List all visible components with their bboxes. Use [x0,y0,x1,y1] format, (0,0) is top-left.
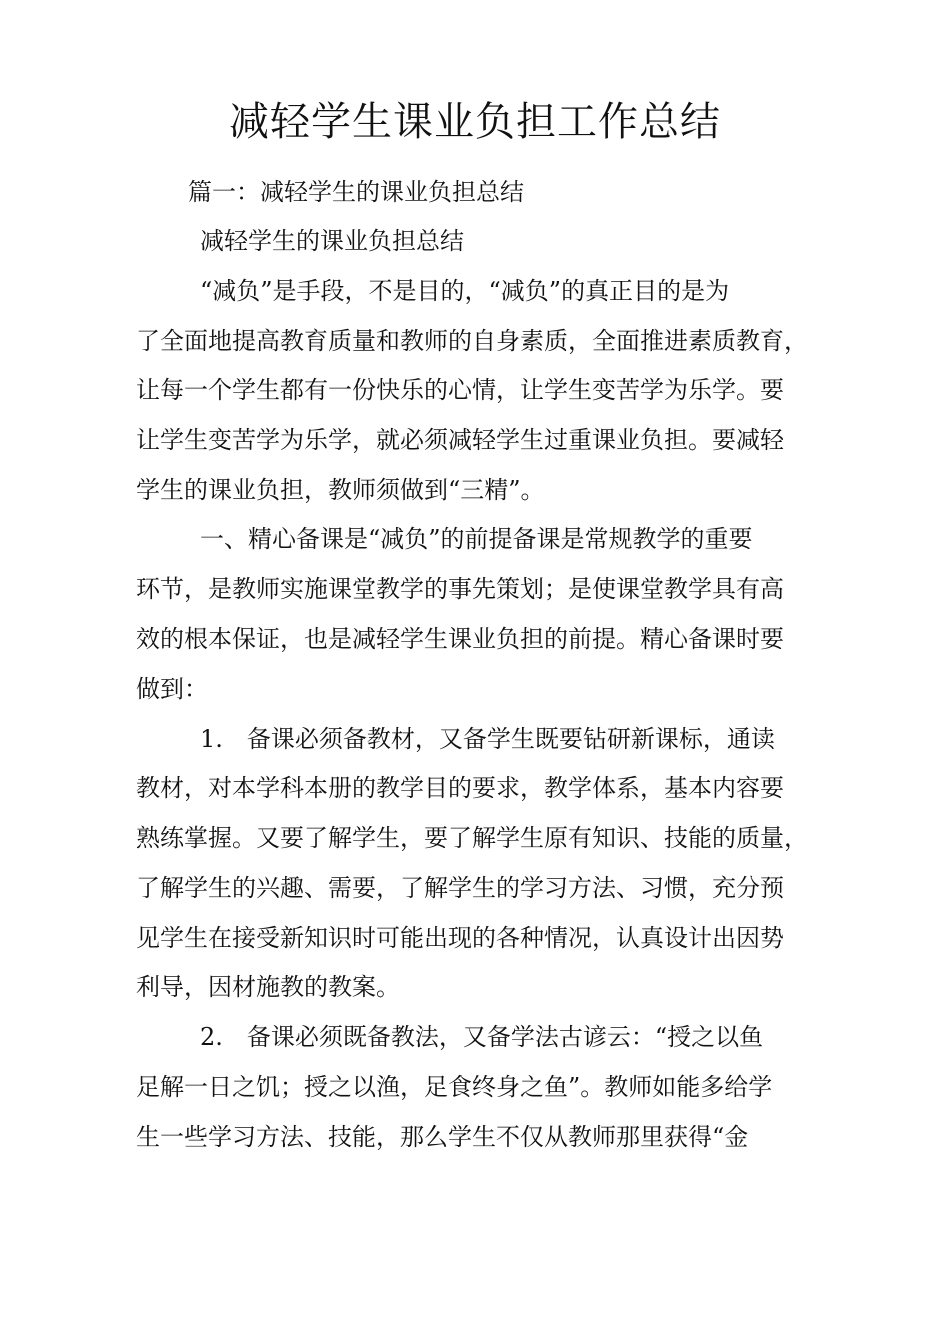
body-line: “减负”是手段，不是目的，“减负”的真正目的是为 [200,277,730,305]
body-line: 生一些学习方法、技能，那么学生不仅从教师那里获得“金 [136,1123,749,1151]
body-line: 熟练掌握。又要了解学生，要了解学生原有知识、技能的质量， [136,824,808,852]
sub-heading: 减轻学生的课业负担总结 [200,227,464,255]
body-line: 2. 备课必须既备教法，又备学法古谚云：“授之以鱼 [200,1023,764,1051]
body-line: 环节，是教师实施课堂教学的事先策划；是使课堂教学具有高 [136,575,784,603]
body-line: 效的根本保证，也是减轻学生课业负担的前提。精心备课时要 [136,625,784,653]
section-heading: 篇一：减轻学生的课业负担总结 [188,178,524,206]
body-line: 做到： [136,675,208,703]
body-line: 让学生变苦学为乐学，就必须减轻学生过重课业负担。要减轻 [136,426,784,454]
body-line: 教材，对本学科本册的教学目的要求，教学体系，基本内容要 [136,774,784,802]
body-line: 让每一个学生都有一份快乐的心情，让学生变苦学为乐学。要 [136,376,784,404]
document-title: 减轻学生课业负担工作总结 [229,99,721,145]
body-line: 学生的课业负担，教师须做到“三精”。 [136,476,545,504]
body-line: 利导，因材施教的教案。 [136,973,400,1001]
body-line: 了解学生的兴趣、需要，了解学生的学习方法、习惯，充分预 [136,874,784,902]
body-line: 足解一日之饥；授之以渔，足食终身之鱼”。教师如能多给学 [136,1073,773,1101]
body-line: 一、精心备课是“减负”的前提备课是常规教学的重要 [200,525,753,553]
body-line: 1. 备课必须备教材，又备学生既要钻研新课标，通读 [200,725,775,753]
body-line: 见学生在接受新知识时可能出现的各种情况，认真设计出因势 [136,924,784,952]
body-line: 了全面地提高教育质量和教师的自身素质，全面推进素质教育， [136,327,808,355]
